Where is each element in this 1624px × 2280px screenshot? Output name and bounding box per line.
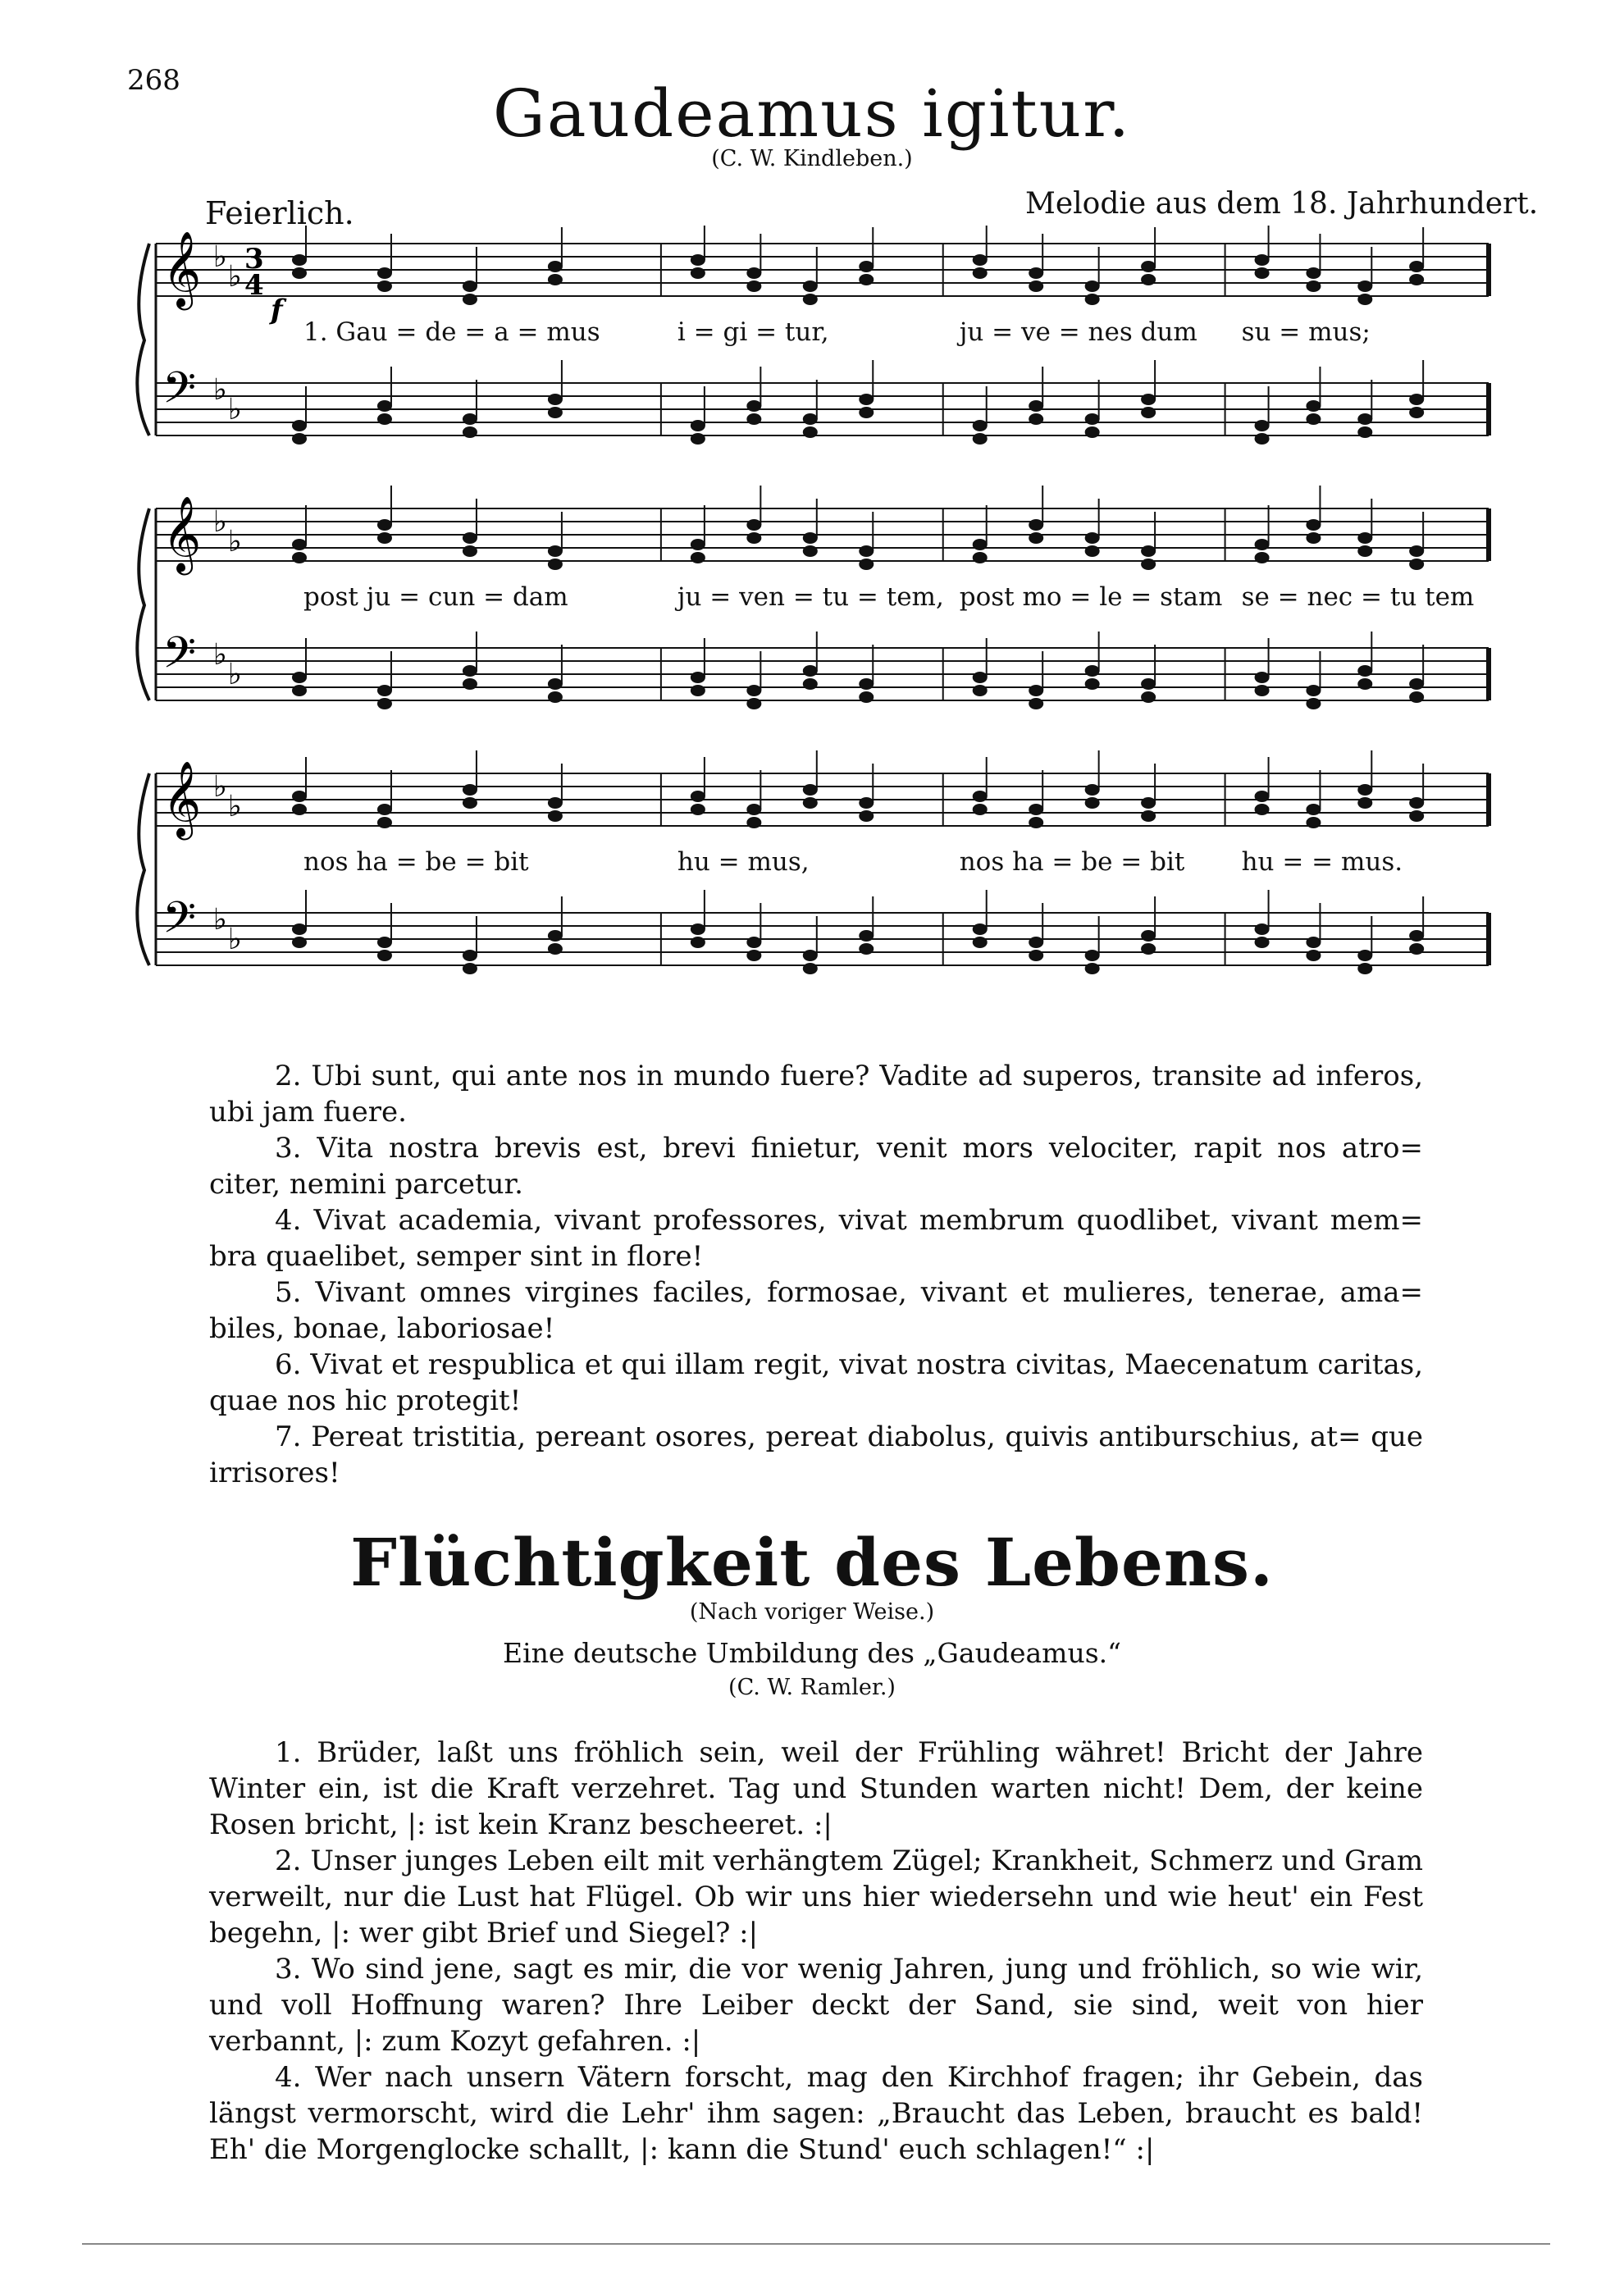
flat-icon: ♭ xyxy=(228,260,242,294)
note-head xyxy=(973,685,988,696)
note-head xyxy=(548,691,563,703)
verse-6: 6. Vivat et respublica et qui illam regit, vivat nostra civitas, Maecenatum caritas, quae nos hic protegit! xyxy=(209,1348,1424,1417)
flat-icon: ♭ xyxy=(228,923,242,956)
note-head xyxy=(1306,413,1321,425)
note-head xyxy=(1357,545,1372,557)
note-head xyxy=(1085,545,1100,557)
note-head xyxy=(292,267,307,279)
lyric-segment: post mo = le = stam xyxy=(959,582,1223,612)
note-head xyxy=(548,678,563,690)
note-head xyxy=(1029,698,1043,709)
note-head xyxy=(1141,559,1156,570)
note-head xyxy=(292,791,307,802)
flat-icon: ♭ xyxy=(213,505,227,539)
note-head xyxy=(803,665,818,677)
note-head xyxy=(1255,804,1270,815)
stanza-4: 4. Wer nach unsern Vätern forscht, mag den Kirchhof fragen; ihr Gebein, das längst vermorscht, wird die Lehr' ihm sagen: „Braucht das Leben, braucht es bald! Eh' die Morgenglocke schallt, |: kann die Stund' euch schlagen!“ :| xyxy=(209,2061,1423,2166)
note-head xyxy=(859,691,874,703)
note-head xyxy=(292,539,307,550)
song-title: Gaudeamus igitur. xyxy=(492,75,1132,152)
note-head xyxy=(973,254,988,266)
music-system xyxy=(137,486,1489,709)
bottom-rule xyxy=(82,2243,1550,2245)
note-head xyxy=(1029,413,1043,425)
note-head xyxy=(1029,519,1043,531)
note-head xyxy=(292,804,307,815)
note-head xyxy=(973,804,988,815)
note-head xyxy=(1255,552,1270,563)
page-number: 268 xyxy=(127,64,180,97)
note-head xyxy=(1141,261,1156,272)
song2-note: (Nach voriger Weise.) xyxy=(689,1599,935,1625)
verse-4: 4. Vivat academia, vivant professores, vivat membrum quodlibet, vivant mem= bra quaelibet, semper sint in flore! xyxy=(209,1204,1423,1273)
note-head xyxy=(1085,784,1100,796)
note-head xyxy=(803,294,818,305)
flat-icon: ♭ xyxy=(213,903,227,937)
treble-clef-icon: 𝄞 xyxy=(162,760,202,837)
song2-author: (C. W. Ramler.) xyxy=(728,1675,896,1700)
note-head xyxy=(859,797,874,809)
note-head xyxy=(1306,817,1321,828)
note-head xyxy=(859,545,874,557)
note-head xyxy=(463,950,477,961)
note-head xyxy=(463,426,477,438)
note-head xyxy=(1409,943,1424,955)
note-head xyxy=(1141,545,1156,557)
note-head xyxy=(1409,274,1424,285)
note-head xyxy=(1409,261,1424,272)
note-head xyxy=(463,280,477,292)
note-head xyxy=(973,923,988,935)
note-head xyxy=(973,433,988,445)
note-head xyxy=(1409,691,1424,703)
bass-clef-icon: 𝄢 xyxy=(162,893,197,954)
flat-icon: ♭ xyxy=(213,240,227,274)
verse-7: 7. Pereat tristitia, pereant osores, pereat diabolus, quivis antiburschius, at= que irrisores! xyxy=(209,1420,1423,1489)
note-head xyxy=(548,797,563,809)
note-head xyxy=(859,930,874,942)
note-head xyxy=(292,672,307,683)
note-head xyxy=(1357,678,1372,690)
note-head xyxy=(1255,420,1270,431)
note-head xyxy=(691,433,705,445)
note-head xyxy=(691,804,705,815)
note-head xyxy=(746,413,761,425)
note-head xyxy=(803,678,818,690)
note-head xyxy=(1409,810,1424,822)
note-head xyxy=(377,413,392,425)
note-head xyxy=(1085,678,1100,690)
note-head xyxy=(691,937,705,948)
note-head xyxy=(973,672,988,683)
note-head xyxy=(1409,559,1424,570)
stanza-3: 3. Wo sind jene, sagt es mir, die vor wenig Jahren, jung und fröhlich, so wie wir, und voll Hoffnung waren? Ihre Leiber deckt der Sand, sie sind, weit von hier verbannt, |: zum Kozyt gefahren. :| xyxy=(209,1953,1424,2058)
note-head xyxy=(746,950,761,961)
note-head xyxy=(691,420,705,431)
note-head xyxy=(1409,545,1424,557)
note-head xyxy=(859,274,874,285)
lyric-segment: 1. Gau = de = a = mus xyxy=(303,317,600,347)
note-head xyxy=(1029,400,1043,412)
note-head xyxy=(1255,539,1270,550)
lyric-segment: i = gi = tur, xyxy=(677,317,829,347)
note-head xyxy=(1255,433,1270,445)
note-head xyxy=(292,420,307,431)
note-head xyxy=(859,394,874,405)
melody-source: Melodie aus dem 18. Jahrhundert. xyxy=(1025,187,1539,221)
note-head xyxy=(746,267,761,279)
note-head xyxy=(1357,797,1372,809)
note-head xyxy=(1141,274,1156,285)
note-head xyxy=(746,519,761,531)
note-head xyxy=(1306,280,1321,292)
verse-3: 3. Vita nostra brevis est, brevi finietur, venit mors velociter, rapit nos atro= citer, nemini parcetur. xyxy=(209,1132,1423,1201)
stanza-1: 1. Brüder, laßt uns fröhlich sein, weil der Frühling währet! Bricht der Jahre Winter ein, ist die Kraft verzehret. Tag und Stunden warten nicht! Dem, der keine Rosen bricht, |: ist kein Kranz bescheeret. :| xyxy=(209,1736,1424,1841)
note-head xyxy=(973,420,988,431)
note-head xyxy=(973,552,988,563)
note-head xyxy=(1357,532,1372,544)
note-head xyxy=(691,672,705,683)
note-head xyxy=(463,532,477,544)
lyric-segment: nos ha = be = bit xyxy=(959,847,1185,877)
flat-icon: ♭ xyxy=(213,373,227,407)
note-head xyxy=(691,791,705,802)
bass-clef-icon: 𝄢 xyxy=(162,628,197,689)
note-head xyxy=(1357,950,1372,961)
note-head xyxy=(1357,413,1372,425)
note-head xyxy=(1141,407,1156,418)
note-head xyxy=(859,943,874,955)
note-head xyxy=(1306,519,1321,531)
note-head xyxy=(1409,930,1424,942)
note-head xyxy=(1255,672,1270,683)
note-head xyxy=(463,545,477,557)
lyric-segment: hu = = mus. xyxy=(1241,847,1403,877)
note-head xyxy=(1029,937,1043,948)
note-head xyxy=(1409,394,1424,405)
note-head xyxy=(1306,698,1321,709)
note-head xyxy=(1029,685,1043,696)
note-head xyxy=(1085,280,1100,292)
time-signature: 4 xyxy=(244,269,264,302)
flat-icon: ♭ xyxy=(228,790,242,823)
note-head xyxy=(292,552,307,563)
note-head xyxy=(746,685,761,696)
note-head xyxy=(463,294,477,305)
note-head xyxy=(803,426,818,438)
song2-title: Flüchtigkeit des Lebens. xyxy=(350,1524,1274,1601)
note-head xyxy=(1029,532,1043,544)
note-head xyxy=(292,685,307,696)
note-head xyxy=(377,950,392,961)
note-head xyxy=(292,937,307,948)
note-head xyxy=(691,685,705,696)
note-head xyxy=(973,937,988,948)
note-head xyxy=(1306,685,1321,696)
note-head xyxy=(1141,797,1156,809)
note-head xyxy=(1357,426,1372,438)
dynamic-marking: f xyxy=(271,294,283,326)
note-head xyxy=(746,937,761,948)
note-head xyxy=(1085,413,1100,425)
note-head xyxy=(1141,930,1156,942)
note-head xyxy=(1357,784,1372,796)
note-head xyxy=(1029,280,1043,292)
note-head xyxy=(746,698,761,709)
note-head xyxy=(1085,532,1100,544)
note-head xyxy=(377,532,392,544)
note-head xyxy=(1029,817,1043,828)
note-head xyxy=(1306,400,1321,412)
note-head xyxy=(1255,267,1270,279)
note-head xyxy=(803,963,818,974)
note-head xyxy=(292,433,307,445)
note-head xyxy=(292,254,307,266)
note-head xyxy=(803,797,818,809)
note-head xyxy=(463,784,477,796)
note-head xyxy=(803,280,818,292)
note-head xyxy=(691,254,705,266)
lyric-segment: post ju = cun = dam xyxy=(303,582,568,612)
note-head xyxy=(1255,937,1270,948)
note-head xyxy=(1255,254,1270,266)
flat-icon: ♭ xyxy=(228,393,242,426)
note-head xyxy=(1306,532,1321,544)
treble-clef-icon: 𝄞 xyxy=(162,230,202,307)
note-head xyxy=(691,539,705,550)
note-head xyxy=(803,413,818,425)
note-head xyxy=(548,407,563,418)
note-head xyxy=(1085,294,1100,305)
lyric-segment: nos ha = be = bit xyxy=(303,847,529,877)
flat-icon: ♭ xyxy=(228,525,242,559)
note-head xyxy=(859,678,874,690)
note-head xyxy=(1409,678,1424,690)
note-head xyxy=(1141,691,1156,703)
note-head xyxy=(1141,943,1156,955)
note-head xyxy=(746,400,761,412)
note-head xyxy=(463,963,477,974)
note-head xyxy=(463,413,477,425)
note-head xyxy=(746,817,761,828)
note-head xyxy=(292,923,307,935)
verse-2: 2. Ubi sunt, qui ante nos in mundo fuere? Vadite ad superos, transite ad inferos, ubi jam fuere. xyxy=(209,1060,1424,1129)
music-score xyxy=(123,226,1509,1021)
lyric-segment: ju = ve = nes dum xyxy=(959,317,1197,347)
note-head xyxy=(1357,294,1372,305)
note-head xyxy=(377,817,392,828)
note-head xyxy=(1029,267,1043,279)
note-head xyxy=(548,394,563,405)
note-head xyxy=(377,267,392,279)
note-head xyxy=(463,797,477,809)
note-head xyxy=(803,532,818,544)
note-head xyxy=(859,810,874,822)
verse-5: 5. Vivant omnes virgines faciles, formosae, vivant et mulieres, tenerae, ama= biles, bonae, laboriosae! xyxy=(209,1276,1423,1345)
note-head xyxy=(803,950,818,961)
note-head xyxy=(377,280,392,292)
lyric-segment: hu = mus, xyxy=(677,847,810,877)
note-head xyxy=(1255,685,1270,696)
lyric-segment: ju = ven = tu = tem, xyxy=(677,582,944,612)
note-head xyxy=(803,545,818,557)
flat-icon: ♭ xyxy=(213,770,227,804)
note-head xyxy=(803,784,818,796)
note-head xyxy=(746,532,761,544)
note-head xyxy=(1255,791,1270,802)
note-head xyxy=(1306,804,1321,815)
time-signature: 3 xyxy=(244,243,264,276)
lyric-segment: se = nec = tu tem xyxy=(1241,582,1475,612)
note-head xyxy=(973,539,988,550)
song-author: (C. W. Kindleben.) xyxy=(711,146,913,171)
note-head xyxy=(1141,810,1156,822)
verses-block xyxy=(209,1058,1423,1491)
note-head xyxy=(973,791,988,802)
treble-clef-icon: 𝄞 xyxy=(162,495,202,572)
note-head xyxy=(1085,963,1100,974)
note-head xyxy=(859,407,874,418)
note-head xyxy=(377,400,392,412)
music-system xyxy=(137,226,1489,445)
note-head xyxy=(548,545,563,557)
note-head xyxy=(1357,280,1372,292)
music-system xyxy=(137,750,1489,974)
note-head xyxy=(1306,937,1321,948)
note-head xyxy=(463,665,477,677)
note-head xyxy=(1141,678,1156,690)
note-head xyxy=(377,804,392,815)
bass-clef-icon: 𝄢 xyxy=(162,363,197,424)
song2-description: Eine deutsche Umbildung des „Gaudeamus.“ xyxy=(503,1637,1121,1669)
note-head xyxy=(377,698,392,709)
note-head xyxy=(1085,665,1100,677)
note-head xyxy=(746,804,761,815)
flat-icon: ♭ xyxy=(213,638,227,672)
note-head xyxy=(859,261,874,272)
note-head xyxy=(691,552,705,563)
note-head xyxy=(548,810,563,822)
note-head xyxy=(548,274,563,285)
stanza-2: 2. Unser junges Leben eilt mit verhängtem Zügel; Krankheit, Schmerz und Gram verweilt, nur die Lust hat Flügel. Ob wir uns hier wiedersehn und wie heut' ein Fest begehn, |: wer gibt Brief und Siegel? :| xyxy=(209,1845,1423,1949)
note-head xyxy=(859,559,874,570)
note-head xyxy=(548,559,563,570)
note-head xyxy=(1409,797,1424,809)
note-head xyxy=(377,937,392,948)
note-head xyxy=(1085,426,1100,438)
lyric-segment: su = mus; xyxy=(1241,317,1371,347)
note-head xyxy=(1409,407,1424,418)
tempo-marking: Feierlich. xyxy=(205,195,354,231)
note-head xyxy=(1357,963,1372,974)
note-head xyxy=(548,930,563,942)
note-head xyxy=(746,280,761,292)
note-head xyxy=(463,678,477,690)
note-head xyxy=(1085,797,1100,809)
note-head xyxy=(548,261,563,272)
note-head xyxy=(1255,923,1270,935)
note-head xyxy=(1306,950,1321,961)
note-head xyxy=(377,519,392,531)
note-head xyxy=(1029,950,1043,961)
note-head xyxy=(1357,665,1372,677)
note-head xyxy=(691,267,705,279)
flat-icon: ♭ xyxy=(228,658,242,691)
stanzas-block xyxy=(209,1735,1423,2168)
note-head xyxy=(1029,804,1043,815)
note-head xyxy=(1141,394,1156,405)
note-head xyxy=(1306,267,1321,279)
note-head xyxy=(548,943,563,955)
note-head xyxy=(1085,950,1100,961)
note-head xyxy=(377,685,392,696)
note-head xyxy=(973,267,988,279)
note-head xyxy=(691,923,705,935)
